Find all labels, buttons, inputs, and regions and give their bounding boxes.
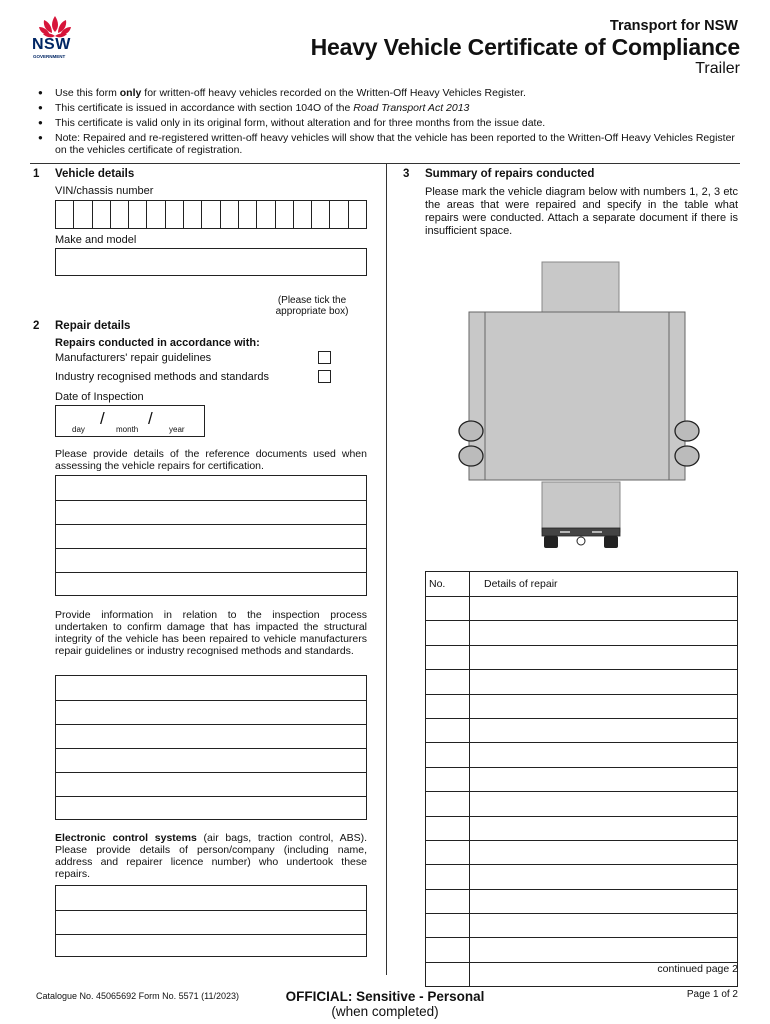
table-header-row: [426, 572, 738, 597]
manufacturer-guidelines-checkbox[interactable]: [318, 351, 331, 364]
option-manufacturer-label: Manufacturers' repair guidelines: [55, 352, 212, 364]
logo-text: NSW: [32, 36, 71, 53]
page-subtitle: Trailer: [695, 60, 740, 77]
trailer-diagram[interactable]: [455, 260, 705, 560]
logo-subtext: GOVERNMENT: [33, 54, 66, 59]
make-model-input[interactable]: [55, 248, 367, 276]
section-1-number: 1: [33, 168, 40, 180]
continued-note: continued page 2: [657, 963, 738, 975]
table-row[interactable]: [426, 889, 738, 913]
table-row[interactable]: [426, 914, 738, 938]
table-row[interactable]: [426, 670, 738, 694]
vin-label: VIN/chassis number: [55, 185, 154, 197]
inspection-process-text: Provide information in relation to the inspection process undertaken to confirm damage that has impacted the structural integrity of the vehicle has been repaired to vehicle manufacturers repair guidelines or industry recognised methods and standards.: [55, 609, 367, 657]
col-details-header: Details of repair: [470, 572, 738, 597]
table-row[interactable]: [426, 792, 738, 816]
tick-note: (Please tick the appropriate box): [275, 295, 349, 317]
table-row[interactable]: [426, 743, 738, 767]
nsw-government-logo: [30, 14, 80, 66]
reference-docs-text: Please provide details of the reference documents used when assessing the vehicle repairs for certification.: [55, 448, 367, 472]
day-label: day: [72, 425, 85, 434]
industry-methods-checkbox[interactable]: [318, 370, 331, 383]
table-row[interactable]: [426, 767, 738, 791]
inspection-process-input[interactable]: [55, 675, 367, 820]
bullet-item: ● Use this form only for written-off heavy vehicles recorded on the Written-Off Heavy Vehicles Register.: [38, 87, 738, 99]
date-label: Date of Inspection: [55, 391, 144, 403]
col-no-header: No.: [426, 572, 470, 597]
security-classification: OFFICIAL: Sensitive - Personal (when completed): [285, 989, 485, 1019]
bullet-item: ● Note: Repaired and re-registered written-off heavy vehicles will show that the vehicle has been reported to the Written-Off Heavy Vehicles Register on the vehicles certificate of registration.: [38, 132, 738, 156]
date-slash: /: [148, 409, 153, 428]
trailer-rear-section: [542, 482, 620, 548]
option-industry-label: Industry recognised methods and standards: [55, 371, 270, 383]
section-divider: [30, 163, 740, 164]
section-3-number: 3: [403, 168, 410, 180]
instructions-list: [38, 87, 738, 159]
vin-input[interactable]: [55, 200, 367, 229]
section-3-heading: Summary of repairs conducted: [425, 168, 595, 180]
table-row[interactable]: [426, 597, 738, 621]
section-3-instructions: Please mark the vehicle diagram below with numbers 1, 2, 3 etc the areas that were repaired and specify in the table what repairs were conducted. Attach a separate document if there is insufficient space.: [425, 186, 738, 237]
bullet-item: ● This certificate is valid only in its original form, without alteration and for three months from the issue date.: [38, 117, 738, 129]
trailer-deck: [485, 312, 669, 480]
table-row[interactable]: [426, 718, 738, 742]
table-row[interactable]: [426, 694, 738, 718]
date-of-inspection-input[interactable]: [55, 405, 205, 437]
catalogue-number: Catalogue No. 45065692 Form No. 5571 (11/2023): [36, 991, 239, 1001]
section-1-heading: Vehicle details: [55, 168, 135, 180]
bullet-item: ● This certificate is issued in accordance with section 104O of the Road Transport Act 2013: [38, 102, 738, 114]
table-row[interactable]: [426, 840, 738, 864]
reference-docs-input[interactable]: [55, 475, 367, 596]
column-divider: [386, 163, 387, 975]
table-row[interactable]: [426, 865, 738, 889]
table-row[interactable]: [426, 645, 738, 669]
agency-name: Transport for NSW: [609, 18, 738, 34]
table-row[interactable]: [426, 938, 738, 962]
table-row[interactable]: [426, 621, 738, 645]
ecs-input[interactable]: [55, 885, 367, 957]
section-2-heading: Repair details: [55, 320, 131, 332]
trailer-drawbar: [542, 262, 619, 314]
section-2-number: 2: [33, 320, 40, 332]
year-label: year: [169, 425, 185, 434]
repairs-subheading: Repairs conducted in accordance with:: [55, 337, 260, 349]
month-label: month: [116, 425, 139, 434]
page-number: Page 1 of 2: [686, 989, 738, 1000]
table-row[interactable]: [426, 816, 738, 840]
make-model-label: Make and model: [55, 234, 137, 246]
date-slash: /: [100, 409, 105, 428]
ecs-text: Electronic control systems (air bags, traction control, ABS). Please provide details of person/company (including name, address and repairer licence number) who undertook these repairs.: [55, 832, 367, 880]
page-title: Heavy Vehicle Certificate of Compliance: [310, 34, 740, 60]
repairs-table: [425, 571, 738, 987]
